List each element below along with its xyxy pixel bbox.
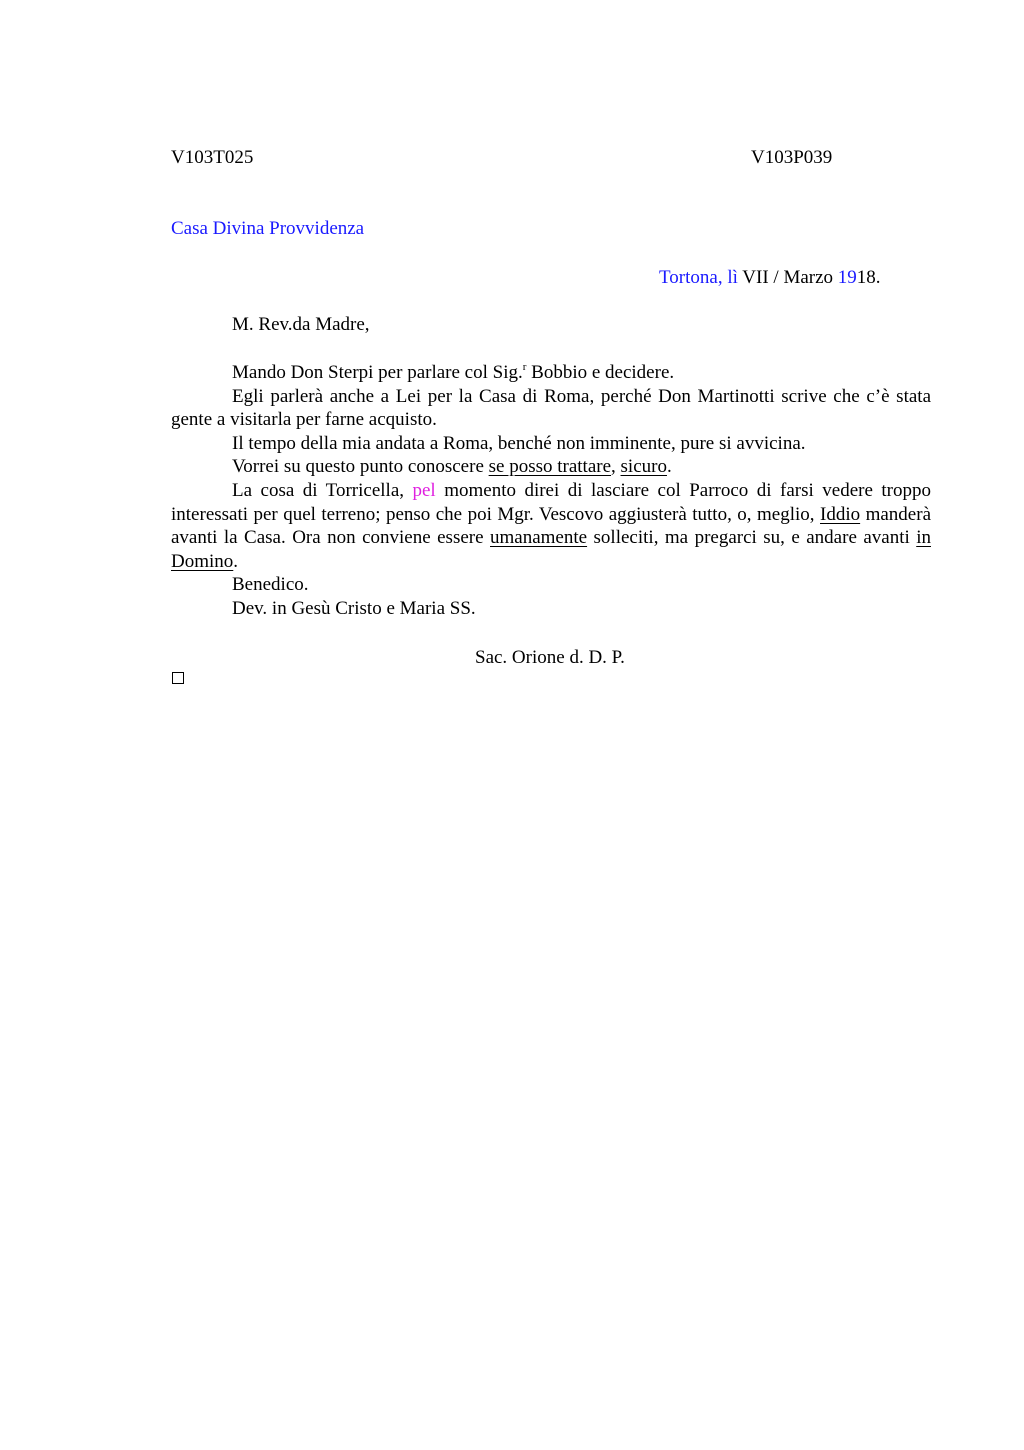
- document-code-left: V103T025: [171, 147, 254, 168]
- paragraph-5-text-c: manderà avanti la Casa. Ora non conviene essere: [171, 503, 931, 549]
- paragraph-4-underline-1: se posso trattare: [488, 456, 612, 478]
- paragraph-5-text-e: .: [233, 550, 239, 572]
- dateline: [659, 266, 881, 290]
- paragraph-3: Il tempo della mia andata a Roma, benché non imminente, pure si avvicina.: [232, 432, 806, 454]
- paragraph-4: [171, 455, 931, 479]
- paragraph-5-underline-3: in Domino: [171, 527, 931, 572]
- paragraph-1: [171, 361, 931, 385]
- paragraph-5-underline-1: Iddio: [820, 503, 861, 525]
- paragraph-5-underline-2: umanamente: [490, 527, 588, 549]
- checkbox-square-icon: [172, 672, 184, 684]
- dateline-day: VII / Marzo: [737, 267, 838, 288]
- paragraph-7: Dev. in Gesù Cristo e Maria SS.: [232, 597, 476, 619]
- paragraph-4-text-a: Vorrei su questo punto conoscere: [232, 456, 489, 478]
- paragraph-1-text-a: Mando Don Sterpi per parlare col Sig.: [232, 362, 523, 383]
- paragraph-6: Benedico.: [232, 574, 309, 596]
- paragraph-5-text-d: solleciti, ma pregarci su, e andare avanti: [587, 527, 917, 549]
- paragraph-4-text-c: .: [666, 456, 672, 478]
- paragraph-5-text-b: momento direi di lasciare col Parroco di farsi vedere troppo interessati per quel terreno; penso che poi Mgr. Vescovo aggiusterà tutto, o, meglio,: [171, 479, 931, 525]
- letter-body: [171, 361, 931, 621]
- paragraph-1-text-b: Bobbio e decidere.: [526, 362, 675, 383]
- paragraph-1-superscript: r: [522, 361, 527, 373]
- paragraph-4-underline-2: sicuro: [620, 456, 667, 478]
- paragraph-4-text-b: ,: [611, 456, 621, 478]
- paragraph-5-text-a: La cosa di Torricella,: [232, 479, 413, 501]
- signature: Sac. Orione d. D. P.: [475, 647, 625, 668]
- dateline-year-suffix: 18.: [856, 267, 881, 288]
- dateline-year-prefix: 19: [837, 267, 857, 288]
- paragraph-2: Egli parlerà anche a Lei per la Casa di Roma, perché Don Martinotti scrive che c’è stata gente a visitarla per farne acquisto.: [171, 385, 931, 431]
- document-code-right: V103P039: [751, 147, 833, 168]
- paragraph-5-highlight: pel: [412, 479, 436, 501]
- letterhead-institution: Casa Divina Provvidenza: [171, 218, 365, 239]
- dateline-place: Tortona, lì: [659, 267, 738, 288]
- paragraph-5: [171, 479, 931, 573]
- salutation: M. Rev.da Madre,: [232, 314, 370, 335]
